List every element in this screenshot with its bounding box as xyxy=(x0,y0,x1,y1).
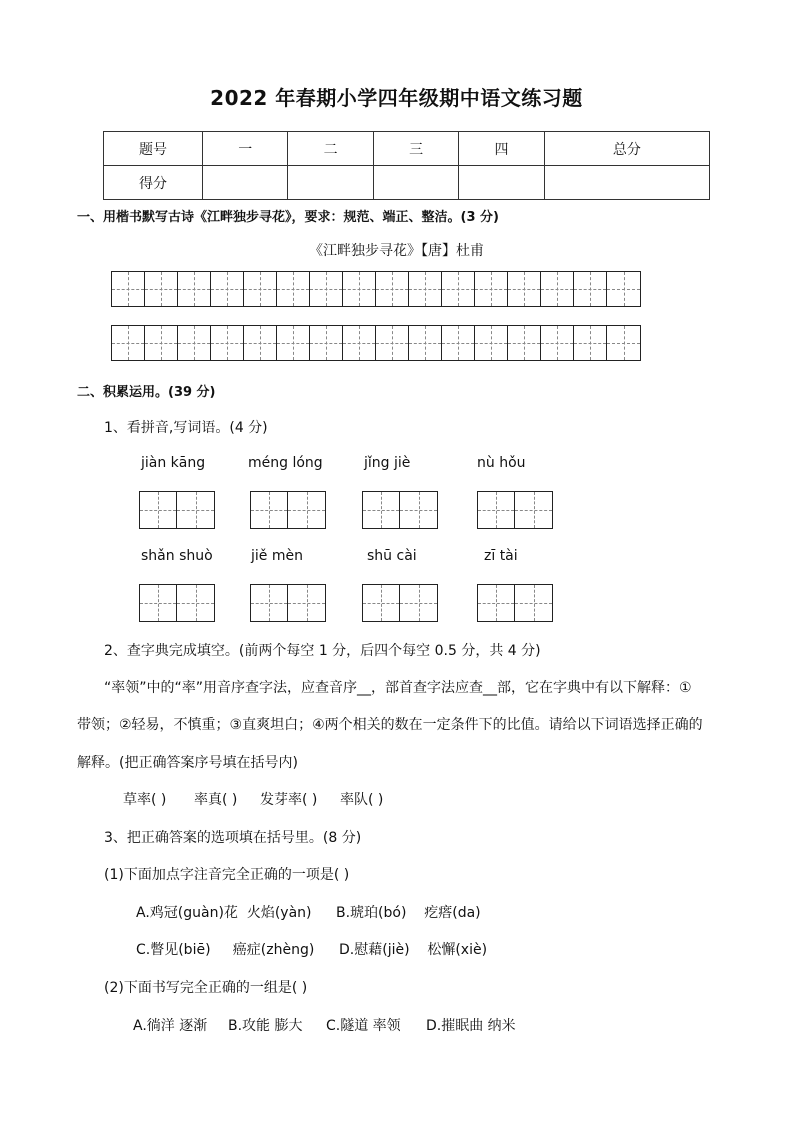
q1-prompt: 1、看拼音,写词语。(4 分) xyxy=(104,420,268,436)
answer-box[interactable] xyxy=(477,491,553,529)
writing-cell[interactable] xyxy=(343,272,376,306)
writing-cell[interactable] xyxy=(541,272,574,306)
writing-cell[interactable] xyxy=(178,326,211,360)
q2-item[interactable]: 率队( ) xyxy=(340,792,384,808)
score-table-header-row xyxy=(104,132,710,166)
q2-item[interactable]: 草率( ) xyxy=(123,792,167,808)
writing-cell[interactable] xyxy=(508,272,541,306)
score-cell[interactable] xyxy=(373,166,458,200)
writing-cell[interactable] xyxy=(343,326,376,360)
score-header-cell: 一 xyxy=(203,132,288,166)
q2-item[interactable]: 发芽率( ) xyxy=(260,792,318,808)
answer-box[interactable] xyxy=(362,491,438,529)
writing-cell[interactable] xyxy=(244,326,277,360)
q3-sub2-option[interactable]: C.隧道 率领 xyxy=(326,1018,401,1034)
score-table-score-row xyxy=(104,166,710,200)
writing-cell[interactable] xyxy=(475,326,508,360)
answer-box[interactable] xyxy=(139,584,215,622)
writing-cell[interactable] xyxy=(475,272,508,306)
answer-box[interactable] xyxy=(362,584,438,622)
q3-sub1-option[interactable]: C.瞥见(biē) 癌症(zhèng) xyxy=(136,942,315,958)
score-row-label: 得分 xyxy=(104,166,203,200)
writing-cell[interactable] xyxy=(178,272,211,306)
score-header-cell: 四 xyxy=(459,132,544,166)
section1-heading: 一、用楷书默写古诗《江畔独步寻花》，要求：规范、端正、整洁。(3 分) xyxy=(77,210,499,225)
writing-cell[interactable] xyxy=(442,326,475,360)
writing-cell[interactable] xyxy=(145,272,178,306)
writing-cell[interactable] xyxy=(607,272,640,306)
writing-cell[interactable] xyxy=(310,326,343,360)
answer-box[interactable] xyxy=(250,491,326,529)
writing-cell[interactable] xyxy=(442,272,475,306)
q3-sub2: (2)下面书写完全正确的一组是( ) xyxy=(104,980,308,996)
writing-cell[interactable] xyxy=(145,326,178,360)
writing-cell[interactable] xyxy=(541,326,574,360)
q3-sub1-option[interactable]: A.鸡冠(guàn)花 火焰(yàn) xyxy=(136,905,312,921)
score-cell[interactable] xyxy=(544,166,709,200)
score-cell[interactable] xyxy=(288,166,373,200)
score-table xyxy=(103,131,710,200)
q3-sub2-option[interactable]: B.攻能 膨大 xyxy=(228,1018,303,1034)
q2-prompt: 2、查字典完成填空。(前两个每空 1 分，后四个每空 0.5 分，共 4 分) xyxy=(104,643,541,659)
writing-cell[interactable] xyxy=(376,326,409,360)
score-header-cell: 三 xyxy=(373,132,458,166)
pinyin-label: shū cài xyxy=(367,548,417,564)
q2-item[interactable]: 率真( ) xyxy=(194,792,238,808)
pinyin-label: jiàn kāng xyxy=(141,455,206,471)
writing-cell[interactable] xyxy=(409,272,442,306)
writing-cell[interactable] xyxy=(112,326,145,360)
writing-cell[interactable] xyxy=(409,326,442,360)
pinyin-label: zī tài xyxy=(484,548,518,564)
pinyin-label: jiě mèn xyxy=(251,548,303,564)
writing-cell[interactable] xyxy=(277,272,310,306)
pinyin-label: jǐng jiè xyxy=(364,455,411,471)
writing-cell[interactable] xyxy=(112,272,145,306)
pinyin-label: méng lóng xyxy=(248,455,323,471)
writing-grid-row-1[interactable] xyxy=(111,271,641,307)
page-title: 2022 年春期小学四年级期中语文练习题 xyxy=(210,86,583,110)
writing-cell[interactable] xyxy=(574,326,607,360)
pinyin-label: nù hǒu xyxy=(477,455,526,471)
poem-title: 《江畔独步寻花》【唐】杜甫 xyxy=(309,243,484,259)
writing-cell[interactable] xyxy=(574,272,607,306)
score-header-cell: 总分 xyxy=(544,132,709,166)
writing-cell[interactable] xyxy=(376,272,409,306)
q2-line2: 带领；②轻易，不慎重；③直爽坦白；④两个相关的数在一定条件下的比值。请给以下词语选择正确的 xyxy=(77,717,703,733)
writing-cell[interactable] xyxy=(211,272,244,306)
writing-cell[interactable] xyxy=(508,326,541,360)
score-header-cell: 题号 xyxy=(104,132,203,166)
writing-cell[interactable] xyxy=(607,326,640,360)
q3-sub1-option[interactable]: D.慰藉(jiè) 松懈(xiè) xyxy=(339,942,488,958)
score-header-cell: 二 xyxy=(288,132,373,166)
writing-cell[interactable] xyxy=(310,272,343,306)
answer-box[interactable] xyxy=(477,584,553,622)
q3-sub2-option[interactable]: A.徜洋 逐渐 xyxy=(133,1018,208,1034)
writing-cell[interactable] xyxy=(211,326,244,360)
section2-heading: 二、积累运用。(39 分) xyxy=(77,385,216,400)
answer-box[interactable] xyxy=(250,584,326,622)
q3-prompt: 3、把正确答案的选项填在括号里。(8 分) xyxy=(104,830,362,846)
score-cell[interactable] xyxy=(203,166,288,200)
q2-line1: “率领”中的“率”用音序查字法，应查音序__，部首查字法应查__部，它在字典中有以下解释：① xyxy=(104,680,692,696)
writing-grid-row-2[interactable] xyxy=(111,325,641,361)
q2-line3: 解释。(把正确答案序号填在括号内) xyxy=(77,755,298,771)
score-cell[interactable] xyxy=(459,166,544,200)
q3-sub1-option[interactable]: B.琥珀(bó) 疙瘩(da) xyxy=(336,905,481,921)
answer-box[interactable] xyxy=(139,491,215,529)
pinyin-label: shǎn shuò xyxy=(141,548,213,564)
q3-sub2-option[interactable]: D.摧眠曲 纳米 xyxy=(426,1018,516,1034)
q3-sub1: (1)下面加点字注音完全正确的一项是( ) xyxy=(104,867,350,883)
writing-cell[interactable] xyxy=(244,272,277,306)
writing-cell[interactable] xyxy=(277,326,310,360)
